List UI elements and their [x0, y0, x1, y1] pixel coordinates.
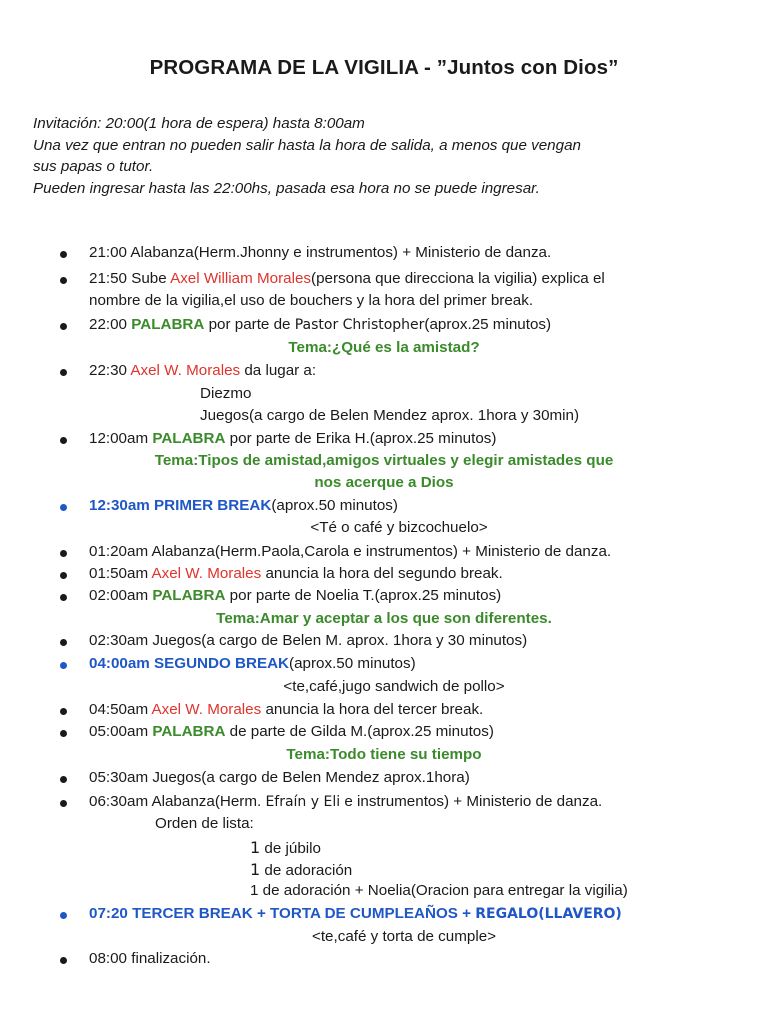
bullet-icon [60, 912, 67, 919]
page-title: PROGRAMA DE LA VIGILIA - ”Juntos con Dios” [149, 56, 619, 79]
bullet-icon [60, 776, 67, 783]
bullet-icon [60, 504, 67, 511]
bullet-icon [60, 957, 67, 964]
palabra-label: PALABRA [131, 316, 205, 333]
bullet-icon [60, 323, 67, 330]
leader-name: Axel W. Morales [130, 362, 241, 379]
bullet-icon [60, 277, 67, 284]
break-menu: <te,café y torta de cumple> [311, 928, 497, 945]
bullet-icon [60, 369, 67, 376]
break-menu: <Té o café y bizcochuelo> [310, 519, 488, 536]
intro-line: Invitación: 20:00(1 hora de espera) hasta 8:00am [33, 115, 365, 132]
tema-line: nos acerque a Dios [314, 474, 454, 491]
document-page: PROGRAMA DE LA VIGILIA - ”Juntos con Dios” Invitación: 20:00(1 hora de espera) hasta 8:00am Una vez que entran no pueden salir hasta la hora de salida, a menos que vengan sus papas o tutor. Pueden ingresar hasta las 22:00hs, pasada esa hora no se puede ingresar. 21:00 Alabanza(Herm.Jhonny e instrumentos) + Ministerio de danza. 21:50 Sube Axel William Morales(persona que direcciona la vigilia) explica el nombre de la vigilia,el uso de bouchers y la hora del primer break. 22:00 PALABRA por parte de Pastor Christopher(aprox.25 minutos) Tema:¿Qué es la amistad? 22:30 Axel W. Morales da lugar a: Diezmo Juegos(a cargo de Belen Mendez aprox. 1hora y 30min) 12:00am PALABRA por parte de Erika H.(aprox.25 minutos) Tema:Tipos de amistad,amigos virtuales y elegir amistades que nos acerque a Dios 12:30am PRIMER BREAK(aprox.50 minutos) <Té o café y bizcochuelo> 01:20am Alabanza(Herm.Paola,Carola e instrumentos) + Ministerio de danza. 01:50am Axel W. Morales anuncia la hora del segundo break. 02:00am PALABRA por parte de Noelia T.(aprox.25 minutos) Tema:Amar y aceptar a los que son diferentes. 02:30am Juegos(a cargo de Belen M. aprox. 1hora y 30 minutos) 04:00am SEGUNDO BREAK(aprox.50 minutos) <te,café,jugo sandwich de pollo> 04:50am Axel W. Morales anuncia la hora del tercer break. 05:00am PALABRA de parte de Gilda M.(aprox.25 minutos) Tema:Todo tiene su tiempo 05:30am Juegos(a cargo de Belen Mendez aprox.1hora) 06:30am Alabanza(Herm. Efraín y Eli e instrumentos) + Ministerio de danza. Orden de lista: 1 de júbilo 1 de adoración 1 de adoración + Noelia(Oracion para entregar la vigilia) 07:20 TERCER BREAK + TORTA DE CUMPLEAÑOS + REGALO(LLAVERO) <te,café y torta de cumple> 08:00 finalización. [0, 0, 768, 1024]
bullet-icon [60, 437, 67, 444]
bullet-icon [60, 572, 67, 579]
tema-line: Tema:Todo tiene su tiempo [286, 746, 482, 763]
break-menu: <te,café,jugo sandwich de pollo> [283, 678, 505, 695]
tema-line: Tema:Amar y aceptar a los que son diferentes. [216, 610, 552, 627]
leader-name: Axel William Morales [170, 270, 312, 287]
palabra-label: PALABRA [152, 430, 226, 447]
palabra-label: PALABRA [152, 587, 226, 604]
break-label: 07:20 TERCER BREAK + TORTA DE CUMPLEAÑOS + [89, 905, 476, 922]
intro-line: Una vez que entran no pueden salir hasta la hora de salida, a menos que vengan [33, 136, 581, 154]
bullet-icon [60, 708, 67, 715]
break-label: 12:30am PRIMER BREAK [89, 497, 272, 514]
bullet-icon [60, 662, 67, 669]
bullet-icon [60, 550, 67, 557]
intro-line: Pueden ingresar hasta las 22:00hs, pasada esa hora no se puede ingresar. [33, 179, 540, 197]
bullet-icon [60, 594, 67, 601]
bullet-icon [60, 251, 67, 258]
leader-name: Axel W. Morales [151, 565, 262, 582]
palabra-label: PALABRA [152, 723, 226, 740]
intro-block [33, 113, 733, 199]
break-label: 04:00am SEGUNDO BREAK [89, 655, 290, 672]
tema-line: Tema:Tipos de amistad,amigos virtuales y elegir amistades que [154, 452, 614, 469]
intro-line: sus papas o tutor. [33, 158, 154, 175]
leader-name: Axel W. Morales [151, 701, 262, 718]
bullet-icon [60, 800, 67, 807]
bullet-icon [60, 639, 67, 646]
bullet-icon [60, 730, 67, 737]
tema-line: Tema:¿Qué es la amistad? [288, 339, 480, 356]
